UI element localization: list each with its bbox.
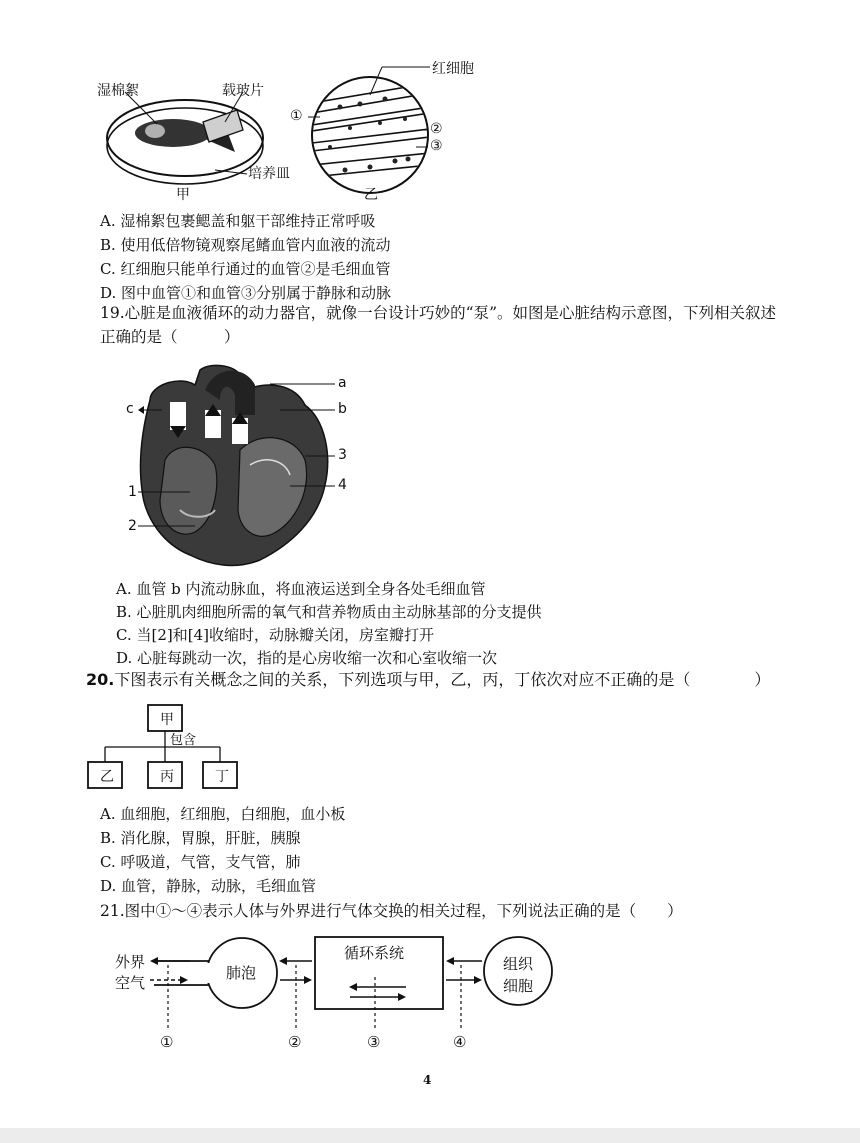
heart-label-2: 2	[128, 518, 137, 534]
q18-option-b: B. 使用低倍物镜观察尾鳍血管内血液的流动	[100, 236, 391, 254]
gas-exchange-diagram	[110, 925, 570, 1060]
label-jia: 甲	[176, 187, 190, 203]
label-outside-1: 外界	[115, 953, 146, 971]
label-contains: 包含	[170, 733, 197, 748]
scan-bottom-edge	[0, 1128, 860, 1143]
label-slide: 载玻片	[222, 83, 264, 99]
label-tissue-1: 组织	[503, 955, 534, 973]
label-process-2: ②	[288, 1033, 302, 1051]
q21-stem: 21.图中①～④表示人体与外界进行气体交换的相关过程，下列说法正确的是（ ）	[100, 902, 683, 920]
box-ding: 丁	[215, 769, 229, 785]
heart-label-1: 1	[128, 484, 137, 500]
q20-stem	[86, 670, 770, 690]
label-circulation: 循环系统	[344, 944, 405, 962]
slide-icon	[203, 110, 243, 142]
q20-option-c: C. 呼吸道，气管，支气管，肺	[100, 853, 301, 871]
box-bing: 丙	[160, 769, 174, 785]
label-rbc: 红细胞	[432, 61, 474, 77]
q19-option-c: C. 当[2]和[4]收缩时，动脉瓣关闭，房室瓣打开	[116, 626, 434, 644]
q20-option-a: A. 血细胞，红细胞，白细胞，血小板	[100, 805, 346, 823]
label-outside-2: 空气	[115, 974, 146, 992]
q18-option-d: D. 图中血管①和血管③分别属于静脉和动脉	[100, 284, 392, 302]
q20-text: 下图表示有关概念之间的关系，下列选项与甲，乙，丙，丁依次对应不正确的是（ ）	[114, 670, 771, 689]
q18-option-a: A. 湿棉絮包裹鳃盖和躯干部维持正常呼吸	[100, 212, 376, 230]
heart-label-c: c	[126, 401, 134, 417]
label-process-3: ③	[367, 1033, 381, 1051]
box-yi: 乙	[100, 769, 114, 785]
q19-option-a: A. 血管 b 内流动脉血，将血液运送到全身各处毛细血管	[116, 580, 486, 598]
label-process-1: ①	[160, 1033, 174, 1051]
heart-label-a: a	[338, 375, 347, 391]
label-vessel-3: ③	[430, 138, 443, 154]
q20-number: 20.	[86, 670, 115, 689]
label-dish: 培养皿	[248, 166, 290, 182]
label-vessel-2: ②	[430, 121, 443, 137]
heart-label-4: 4	[338, 477, 347, 493]
label-alveolus: 肺泡	[226, 964, 257, 982]
q20-option-d: D. 血管，静脉，动脉，毛细血管	[100, 877, 317, 895]
label-vessel-1: ①	[290, 108, 303, 124]
label-yi: 乙	[364, 187, 378, 203]
label-process-4: ④	[453, 1033, 467, 1051]
heart-diagram	[120, 360, 360, 575]
q20-option-b: B. 消化腺，胃腺，肝脏，胰腺	[100, 829, 301, 847]
page-number: 4	[423, 1073, 432, 1087]
label-tissue-2: 细胞	[503, 977, 534, 995]
heart-label-3: 3	[338, 447, 347, 463]
label-cotton: 湿棉絮	[97, 83, 139, 99]
heart-label-b: b	[338, 401, 347, 417]
q19-option-b: B. 心脏肌肉细胞所需的氧气和营养物质由主动脉基部的分支提供	[116, 603, 542, 621]
q19-stem-line1: 19.心脏是血液循环的动力器官，就像一台设计巧妙的“泵”。如图是心脏结构示意图，下列相关叙述	[100, 304, 777, 322]
q19-stem-line2: 正确的是（ ）	[100, 328, 240, 346]
q19-option-d: D. 心脏每跳动一次，指的是心房收缩一次和心室收缩一次	[116, 649, 498, 667]
q18-option-c: C. 红细胞只能单行通过的血管②是毛细血管	[100, 260, 391, 278]
box-jia: 甲	[160, 712, 174, 728]
